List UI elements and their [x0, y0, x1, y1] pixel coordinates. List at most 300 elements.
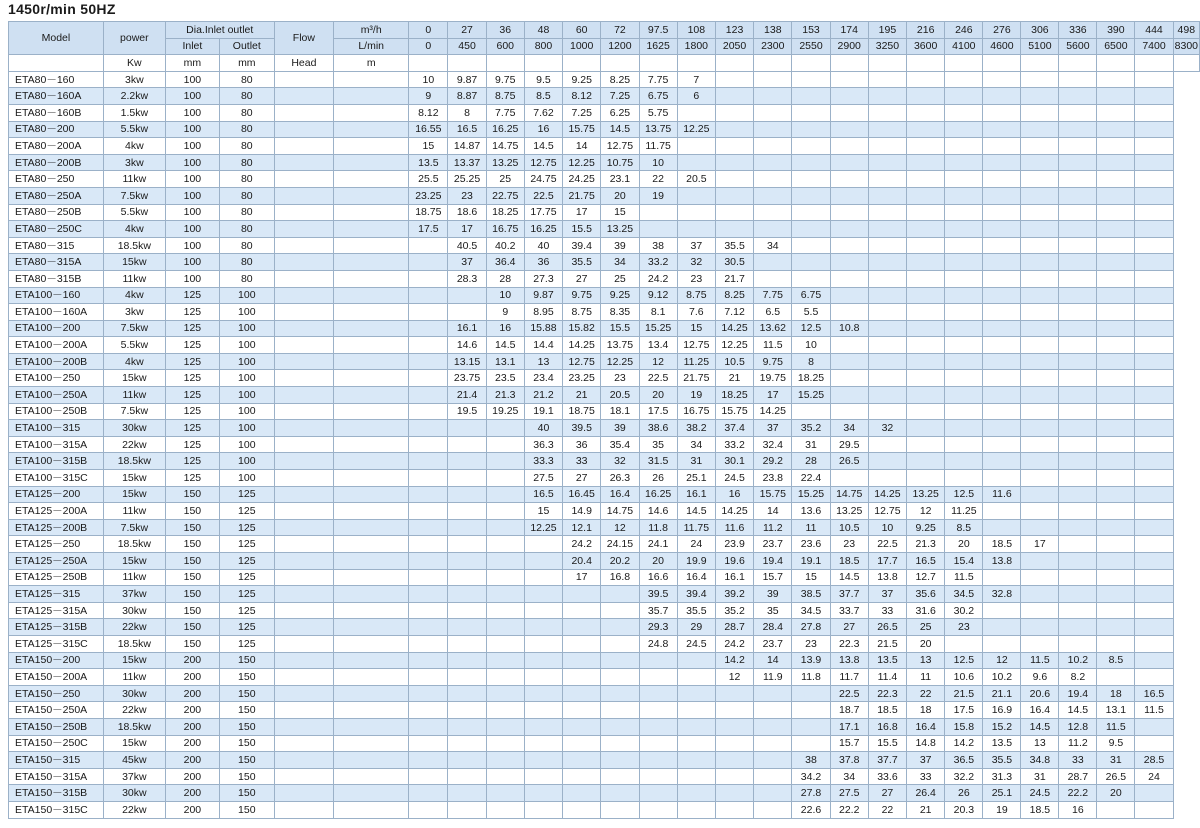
head-value-cell — [945, 287, 983, 304]
head-value-cell — [715, 121, 753, 138]
head-value-cell: 15.5 — [601, 320, 639, 337]
head-value-cell — [639, 752, 677, 769]
head-value-cell — [563, 702, 601, 719]
head-value-cell: 23.5 — [486, 370, 524, 387]
head-value-cell — [677, 785, 715, 802]
power-unit: Kw — [103, 55, 165, 72]
head-value-cell: 21.4 — [448, 387, 486, 404]
head-value-cell: 35.2 — [792, 420, 830, 437]
head-value-cell: 20.6 — [1021, 685, 1059, 702]
head-unit: m — [334, 55, 409, 72]
power-cell: 37kw — [103, 586, 165, 603]
inlet-cell: 150 — [165, 536, 219, 553]
head-value-cell: 8.75 — [677, 287, 715, 304]
head-value-cell — [601, 718, 639, 735]
head-value-cell — [334, 304, 409, 321]
blank-cell — [274, 320, 333, 337]
head-value-cell — [1135, 187, 1173, 204]
inlet-cell: 200 — [165, 735, 219, 752]
flow-lmin-cell: 1200 — [601, 38, 639, 55]
head-value-cell — [334, 88, 409, 105]
head-value-cell — [334, 71, 409, 88]
head-value-cell: 12.25 — [524, 519, 562, 536]
head-value-cell: 11.25 — [945, 503, 983, 520]
head-value-cell — [524, 801, 562, 818]
head-value-cell — [334, 237, 409, 254]
head-value-cell: 12 — [639, 353, 677, 370]
head-value-cell — [601, 619, 639, 636]
head-value-cell: 20 — [639, 387, 677, 404]
power-cell: 11kw — [103, 270, 165, 287]
head-value-cell — [983, 237, 1021, 254]
head-value-cell: 19.75 — [754, 370, 792, 387]
head-value-cell — [486, 669, 524, 686]
head-value-cell — [1059, 254, 1097, 271]
head-value-cell — [409, 320, 448, 337]
head-value-cell — [945, 171, 983, 188]
head-value-cell — [792, 154, 830, 171]
head-value-cell — [409, 403, 448, 420]
blank-cell — [274, 387, 333, 404]
head-value-cell — [677, 652, 715, 669]
head-value-cell: 14 — [754, 652, 792, 669]
head-value-cell — [792, 121, 830, 138]
head-value-cell: 35.5 — [677, 602, 715, 619]
head-value-cell — [945, 154, 983, 171]
head-value-cell: 27.8 — [792, 619, 830, 636]
head-value-cell: 22.2 — [1059, 785, 1097, 802]
head-value-cell — [754, 71, 792, 88]
model-cell: ETA80－250B — [9, 204, 104, 221]
outlet-cell: 150 — [219, 735, 274, 752]
head-value-cell: 18.5 — [830, 553, 868, 570]
head-value-cell — [907, 154, 945, 171]
head-value-cell: 16.75 — [486, 221, 524, 238]
head-value-cell: 13.25 — [486, 154, 524, 171]
head-value-cell: 15.2 — [983, 718, 1021, 735]
head-value-cell — [945, 237, 983, 254]
head-value-cell — [486, 702, 524, 719]
head-value-cell — [334, 685, 409, 702]
head-value-cell — [1021, 270, 1059, 287]
head-value-cell — [409, 470, 448, 487]
units-empty-cell — [830, 55, 868, 72]
head-value-cell — [486, 519, 524, 536]
head-value-cell — [907, 436, 945, 453]
head-value-cell: 22.2 — [830, 801, 868, 818]
table-row — [9, 519, 1200, 536]
head-value-cell: 31 — [677, 453, 715, 470]
inlet-cell: 100 — [165, 138, 219, 155]
head-value-cell: 33 — [1059, 752, 1097, 769]
head-value-cell: 8.25 — [715, 287, 753, 304]
head-value-cell — [868, 204, 906, 221]
head-value-cell: 27 — [563, 470, 601, 487]
flow-lmin-cell: 5600 — [1059, 38, 1097, 55]
head-value-cell — [1059, 304, 1097, 321]
head-value-cell — [486, 635, 524, 652]
head-value-cell: 35.7 — [639, 602, 677, 619]
head-value-cell: 19 — [983, 801, 1021, 818]
model-cell: ETA80－250C — [9, 221, 104, 238]
head-value-cell — [792, 685, 830, 702]
units-empty-cell — [983, 55, 1021, 72]
inlet-cell: 150 — [165, 553, 219, 570]
head-value-cell: 13.5 — [409, 154, 448, 171]
head-value-cell — [524, 536, 562, 553]
head-value-cell: 8.5 — [945, 519, 983, 536]
head-value-cell — [448, 785, 486, 802]
head-value-cell: 14.5 — [524, 138, 562, 155]
head-value-cell — [945, 254, 983, 271]
head-value-cell — [1135, 287, 1173, 304]
head-value-cell — [448, 801, 486, 818]
head-value-cell — [754, 254, 792, 271]
head-value-cell — [715, 204, 753, 221]
head-value-cell: 10 — [639, 154, 677, 171]
head-value-cell: 33 — [563, 453, 601, 470]
head-value-cell — [1021, 154, 1059, 171]
head-value-cell: 38.5 — [792, 586, 830, 603]
head-value-cell — [524, 735, 562, 752]
flow-m3h-cell: 36 — [486, 22, 524, 39]
head-value-cell: 15.75 — [563, 121, 601, 138]
head-value-cell — [486, 569, 524, 586]
head-value-cell — [1021, 519, 1059, 536]
head-value-cell: 12 — [715, 669, 753, 686]
head-value-cell — [1059, 71, 1097, 88]
head-value-cell: 38.2 — [677, 420, 715, 437]
inlet-cell: 125 — [165, 436, 219, 453]
blank-cell — [274, 420, 333, 437]
units-blank — [9, 55, 104, 72]
units-empty-cell — [563, 55, 601, 72]
head-value-cell — [486, 553, 524, 570]
head-value-cell — [983, 403, 1021, 420]
head-value-cell — [448, 436, 486, 453]
head-value-cell — [1097, 254, 1135, 271]
head-value-cell: 14.2 — [715, 652, 753, 669]
head-value-cell: 16.1 — [677, 486, 715, 503]
head-value-cell — [754, 702, 792, 719]
head-value-cell — [448, 453, 486, 470]
head-value-cell: 11.75 — [677, 519, 715, 536]
head-value-cell — [1021, 586, 1059, 603]
head-value-cell: 12 — [601, 519, 639, 536]
head-value-cell: 10.5 — [830, 519, 868, 536]
table-row — [9, 88, 1200, 105]
head-label: Head — [274, 55, 333, 72]
head-value-cell: 15 — [792, 569, 830, 586]
head-value-cell: 8.95 — [524, 304, 562, 321]
head-value-cell: 29.3 — [639, 619, 677, 636]
head-value-cell: 18.75 — [409, 204, 448, 221]
head-value-cell — [639, 735, 677, 752]
head-value-cell — [830, 470, 868, 487]
head-value-cell: 20.2 — [601, 553, 639, 570]
head-value-cell: 16.25 — [486, 121, 524, 138]
table-row — [9, 735, 1200, 752]
head-value-cell: 7 — [677, 71, 715, 88]
head-value-cell: 32 — [601, 453, 639, 470]
head-value-cell — [409, 270, 448, 287]
head-value-cell: 16.8 — [868, 718, 906, 735]
head-value-cell: 14.6 — [448, 337, 486, 354]
head-value-cell: 16.5 — [524, 486, 562, 503]
head-value-cell — [1097, 553, 1135, 570]
head-value-cell — [334, 403, 409, 420]
head-value-cell — [601, 768, 639, 785]
head-value-cell: 12.1 — [563, 519, 601, 536]
head-value-cell — [448, 752, 486, 769]
outlet-cell: 125 — [219, 519, 274, 536]
head-value-cell — [677, 669, 715, 686]
power-cell: 4kw — [103, 353, 165, 370]
head-value-cell — [563, 735, 601, 752]
head-value-cell: 16.8 — [601, 569, 639, 586]
head-value-cell — [1135, 519, 1173, 536]
head-value-cell: 37.8 — [830, 752, 868, 769]
table-row — [9, 470, 1200, 487]
inlet-cell: 200 — [165, 801, 219, 818]
head-value-cell: 15.75 — [715, 403, 753, 420]
model-cell: ETA125－315C — [9, 635, 104, 652]
head-value-cell — [448, 420, 486, 437]
table-row — [9, 71, 1200, 88]
head-value-cell: 21 — [907, 801, 945, 818]
head-value-cell: 15.4 — [945, 553, 983, 570]
head-value-cell: 16.55 — [409, 121, 448, 138]
head-value-cell — [334, 801, 409, 818]
head-value-cell: 12.75 — [524, 154, 562, 171]
head-value-cell: 8.5 — [524, 88, 562, 105]
head-value-cell — [715, 801, 753, 818]
head-value-cell — [334, 370, 409, 387]
head-value-cell — [1135, 436, 1173, 453]
head-value-cell: 31.6 — [907, 602, 945, 619]
head-value-cell: 13.62 — [754, 320, 792, 337]
head-value-cell: 18.6 — [448, 204, 486, 221]
head-value-cell: 11.5 — [945, 569, 983, 586]
outlet-cell: 150 — [219, 669, 274, 686]
inlet-cell: 125 — [165, 353, 219, 370]
head-value-cell: 14.25 — [563, 337, 601, 354]
inlet-cell: 125 — [165, 453, 219, 470]
flow-m3h-cell: 0 — [409, 22, 448, 39]
head-value-cell — [983, 270, 1021, 287]
head-value-cell — [334, 768, 409, 785]
blank-cell — [274, 586, 333, 603]
head-value-cell: 16.4 — [601, 486, 639, 503]
blank-cell — [274, 104, 333, 121]
model-cell: ETA100－200 — [9, 320, 104, 337]
head-value-cell: 11.2 — [754, 519, 792, 536]
head-value-cell: 26 — [945, 785, 983, 802]
head-value-cell: 9.75 — [563, 287, 601, 304]
head-value-cell — [1097, 519, 1135, 536]
head-value-cell — [1135, 536, 1173, 553]
inlet-cell: 125 — [165, 287, 219, 304]
units-empty-cell — [486, 55, 524, 72]
head-value-cell — [1097, 420, 1135, 437]
head-value-cell: 6.25 — [601, 104, 639, 121]
head-value-cell — [1097, 88, 1135, 105]
power-header: power — [103, 22, 165, 55]
inlet-cell: 125 — [165, 370, 219, 387]
head-value-cell — [1097, 453, 1135, 470]
head-value-cell: 24.1 — [639, 536, 677, 553]
head-value-cell: 11.5 — [1021, 652, 1059, 669]
head-value-cell — [1135, 652, 1173, 669]
m3h-unit-label: m³/h — [334, 22, 409, 39]
dia-header: Dia.Inlet outlet — [165, 22, 274, 39]
head-value-cell: 22 — [868, 801, 906, 818]
head-value-cell: 13.1 — [486, 353, 524, 370]
head-value-cell — [754, 735, 792, 752]
blank-cell — [274, 337, 333, 354]
head-value-cell — [1135, 619, 1173, 636]
head-value-cell — [1059, 503, 1097, 520]
head-value-cell — [1135, 635, 1173, 652]
head-value-cell: 12.75 — [601, 138, 639, 155]
power-cell: 1.5kw — [103, 104, 165, 121]
head-value-cell: 14.2 — [945, 735, 983, 752]
head-value-cell: 21.2 — [524, 387, 562, 404]
head-value-cell: 12.7 — [907, 569, 945, 586]
head-value-cell — [1059, 337, 1097, 354]
head-value-cell: 32 — [677, 254, 715, 271]
head-value-cell — [830, 270, 868, 287]
model-cell: ETA100－250B — [9, 403, 104, 420]
head-value-cell: 31 — [1097, 752, 1135, 769]
head-value-cell — [983, 470, 1021, 487]
table-row — [9, 104, 1200, 121]
head-value-cell — [1135, 71, 1173, 88]
inlet-cell: 200 — [165, 768, 219, 785]
head-value-cell — [1021, 138, 1059, 155]
head-value-cell — [830, 370, 868, 387]
head-value-cell: 32 — [868, 420, 906, 437]
head-value-cell — [409, 287, 448, 304]
head-value-cell — [907, 453, 945, 470]
head-value-cell — [1059, 370, 1097, 387]
head-value-cell — [1059, 353, 1097, 370]
head-value-cell — [715, 138, 753, 155]
head-value-cell: 20 — [1097, 785, 1135, 802]
head-value-cell — [830, 104, 868, 121]
head-value-cell — [448, 519, 486, 536]
head-value-cell — [792, 171, 830, 188]
units-empty-cell — [1021, 55, 1059, 72]
head-value-cell: 7.75 — [639, 71, 677, 88]
model-cell: ETA125－250B — [9, 569, 104, 586]
head-value-cell — [1135, 602, 1173, 619]
model-cell: ETA150－250B — [9, 718, 104, 735]
head-value-cell — [639, 204, 677, 221]
model-cell: ETA150－250A — [9, 702, 104, 719]
head-value-cell — [448, 685, 486, 702]
head-value-cell — [907, 171, 945, 188]
blank-cell — [274, 453, 333, 470]
head-value-cell — [907, 287, 945, 304]
head-value-cell — [524, 785, 562, 802]
head-value-cell — [983, 436, 1021, 453]
head-value-cell: 14.5 — [601, 121, 639, 138]
blank-cell — [274, 121, 333, 138]
head-value-cell — [409, 353, 448, 370]
head-value-cell — [334, 187, 409, 204]
head-value-cell — [563, 752, 601, 769]
head-value-cell — [715, 702, 753, 719]
flow-m3h-cell: 195 — [868, 22, 906, 39]
head-value-cell: 24.5 — [715, 470, 753, 487]
model-cell: ETA80－200B — [9, 154, 104, 171]
head-value-cell: 18.25 — [486, 204, 524, 221]
head-value-cell: 7.62 — [524, 104, 562, 121]
head-value-cell — [1059, 470, 1097, 487]
head-value-cell — [983, 387, 1021, 404]
model-header: Model — [9, 22, 104, 55]
head-value-cell — [334, 287, 409, 304]
head-value-cell — [792, 237, 830, 254]
head-value-cell — [334, 254, 409, 271]
flow-lmin-cell: 5100 — [1021, 38, 1059, 55]
head-value-cell — [1097, 221, 1135, 238]
head-value-cell — [983, 503, 1021, 520]
head-value-cell — [639, 702, 677, 719]
head-value-cell — [409, 370, 448, 387]
blank-cell — [274, 370, 333, 387]
head-value-cell: 14.5 — [1059, 702, 1097, 719]
inlet-cell: 100 — [165, 71, 219, 88]
model-cell: ETA125－250 — [9, 536, 104, 553]
outlet-cell: 100 — [219, 370, 274, 387]
head-value-cell — [334, 486, 409, 503]
head-value-cell: 33.6 — [868, 768, 906, 785]
head-value-cell: 34.2 — [792, 768, 830, 785]
blank-cell — [274, 735, 333, 752]
blank-cell — [274, 237, 333, 254]
head-value-cell — [1021, 553, 1059, 570]
head-value-cell: 17.5 — [639, 403, 677, 420]
head-value-cell — [563, 635, 601, 652]
head-value-cell — [409, 519, 448, 536]
head-value-cell — [334, 669, 409, 686]
head-value-cell: 9.6 — [1021, 669, 1059, 686]
table-row — [9, 403, 1200, 420]
head-value-cell — [1021, 470, 1059, 487]
head-value-cell — [1097, 237, 1135, 254]
head-value-cell — [945, 453, 983, 470]
head-value-cell: 11.8 — [792, 669, 830, 686]
head-value-cell: 14.5 — [1021, 718, 1059, 735]
blank-cell — [274, 270, 333, 287]
model-cell: ETA125－315 — [9, 586, 104, 603]
head-value-cell — [868, 337, 906, 354]
head-value-cell — [334, 569, 409, 586]
head-value-cell: 10 — [792, 337, 830, 354]
table-row — [9, 702, 1200, 719]
head-value-cell: 24.2 — [563, 536, 601, 553]
power-cell: 30kw — [103, 602, 165, 619]
outlet-cell: 125 — [219, 569, 274, 586]
head-value-cell — [1097, 287, 1135, 304]
table-row — [9, 320, 1200, 337]
head-value-cell: 14.5 — [486, 337, 524, 354]
head-value-cell — [907, 320, 945, 337]
head-value-cell — [334, 652, 409, 669]
head-value-cell: 39 — [754, 586, 792, 603]
